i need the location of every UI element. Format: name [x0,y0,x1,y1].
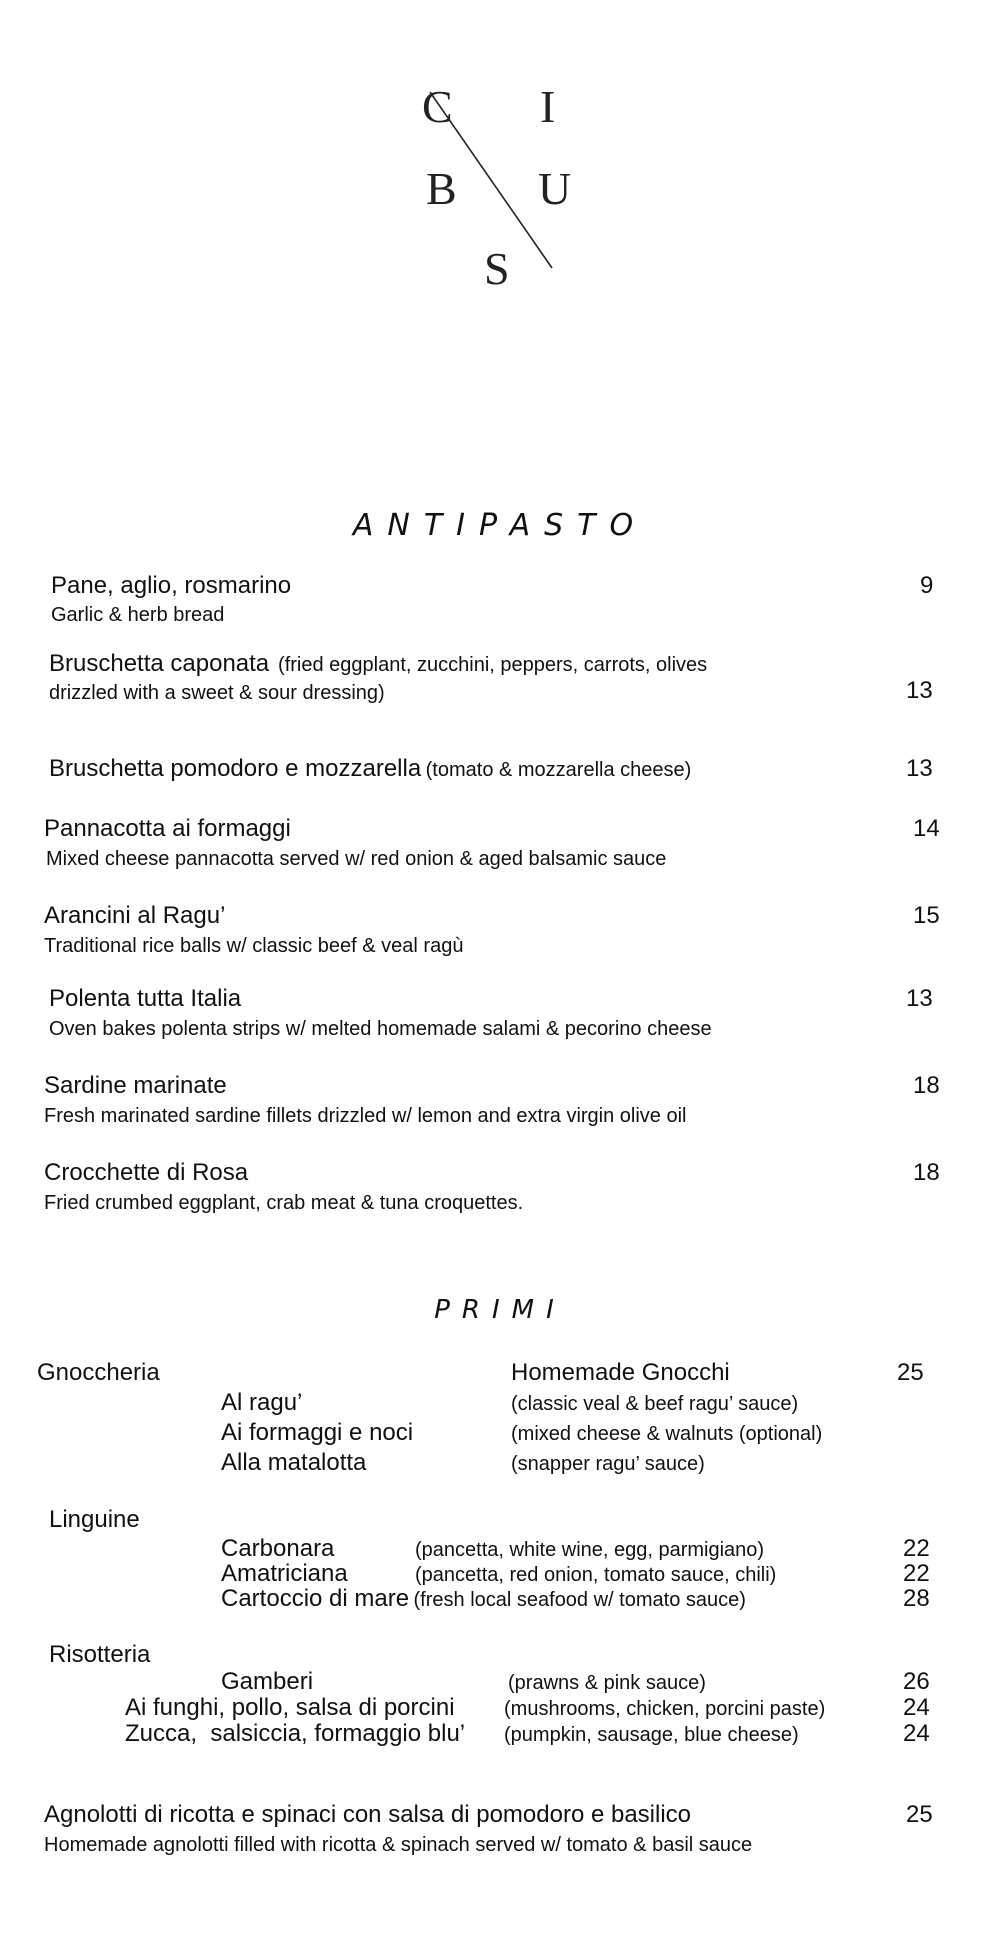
gnocchi-option-name: Alla matalotta [221,1449,367,1476]
antipasto-item-name: Polenta tutta Italia [49,985,242,1012]
logo [400,80,600,300]
antipasto-item-price: 13 [906,677,933,704]
antipasto-item-desc: drizzled with a sweet & sour dressing) [49,682,385,704]
antipasto-item-price: 18 [913,1072,940,1099]
risotteria-option-price: 26 [903,1668,930,1695]
risotteria-option-price: 24 [903,1720,930,1747]
linguine-option-price: 28 [903,1585,930,1612]
logo-letter-u: U [538,163,572,214]
agnolotti-price: 25 [906,1801,933,1828]
risotteria-option-name: Gamberi [221,1668,314,1695]
logo-letter-c: C [422,81,453,132]
gnocchi-option-name: Ai formaggi e noci [221,1419,414,1446]
antipasto-item-line [49,651,707,677]
linguine-option-name: Cartoccio di mare [221,1585,410,1612]
antipasto-item-name: Bruschetta caponata [49,650,270,677]
risotteria-option-desc: (pumpkin, sausage, blue cheese) [504,1724,799,1746]
antipasto-item-note: (fried eggplant, zucchini, peppers, carrots, olives [278,654,708,676]
antipasto-item-price: 18 [913,1159,940,1186]
antipasto-item-name: Crocchette di Rosa [44,1159,249,1186]
linguine-option-name: Amatriciana [221,1560,348,1587]
antipasto-item-desc: Garlic & herb bread [51,604,225,626]
risotteria-option-desc: (mushrooms, chicken, porcini paste) [504,1698,826,1720]
logo-letter-s: S [484,243,510,294]
logo-letter-i: I [540,81,556,132]
agnolotti-name: Agnolotti di ricotta e spinaci con salsa di pomodoro e basilico [44,1801,692,1828]
linguine-option-desc: (pancetta, red onion, tomato sauce, chili) [415,1564,777,1586]
risotteria-option-price: 24 [903,1694,930,1721]
antipasto-item-name: Sardine marinate [44,1072,227,1099]
antipasto-item-desc: Fresh marinated sardine fillets drizzled w/ lemon and extra virgin olive oil [44,1105,687,1127]
antipasto-item-name: Pane, aglio, rosmarino [51,572,292,599]
linguine-option-price: 22 [903,1535,930,1562]
risotteria-option-name: Zucca, salsiccia, formaggio blu’ [125,1720,466,1747]
antipasto-item-desc: Oven bakes polenta strips w/ melted homemade salami & pecorino cheese [49,1018,712,1040]
risotteria-label: Risotteria [49,1641,151,1668]
linguine-option-name: Carbonara [221,1535,335,1562]
antipasto-item-price: 13 [906,985,933,1012]
gnocchi-option-name: Al ragu’ [221,1389,303,1416]
antipasto-item-name: Arancini al Ragu’ [44,902,226,929]
agnolotti-desc: Homemade agnolotti filled with ricotta & spinach served w/ tomato & basil sauce [44,1834,753,1856]
section-title-antipasto: ANTIPASTO [352,508,648,543]
gnoccheria-heading: Homemade Gnocchi [511,1359,730,1386]
antipasto-item-price: 13 [906,755,933,782]
logo-letter-b: B [426,163,457,214]
gnocchi-option-desc: (mixed cheese & walnuts (optional) [511,1423,823,1445]
linguine-option-price: 22 [903,1560,930,1587]
antipasto-item-price: 15 [913,902,940,929]
gnocchi-option-desc: (snapper ragu’ sauce) [511,1453,705,1475]
antipasto-item-name: Bruschetta pomodoro e mozzarella [49,755,422,782]
antipasto-item-line [49,756,691,782]
gnoccheria-label: Gnoccheria [37,1359,160,1386]
antipasto-item-desc: Fried crumbed eggplant, crab meat & tuna croquettes. [44,1192,524,1214]
antipasto-item-price: 9 [920,572,934,599]
linguine-label: Linguine [49,1506,140,1533]
linguine-option-desc: (fresh local seafood w/ tomato sauce) [413,1589,746,1611]
gnoccheria-price: 25 [897,1359,924,1386]
antipasto-item-price: 14 [913,815,940,842]
antipasto-item-name: Pannacotta ai formaggi [44,815,291,842]
risotteria-option-desc: (prawns & pink sauce) [508,1672,706,1694]
antipasto-item-desc: Traditional rice balls w/ classic beef & veal ragù [44,935,464,957]
antipasto-item-note: (tomato & mozzarella cheese) [425,759,692,781]
linguine-option-desc: (pancetta, white wine, egg, parmigiano) [415,1539,765,1561]
linguine-option-line [221,1586,746,1612]
gnocchi-option-desc: (classic veal & beef ragu’ sauce) [511,1393,799,1415]
risotteria-option-name: Ai funghi, pollo, salsa di porcini [125,1694,455,1721]
antipasto-item-desc: Mixed cheese pannacotta served w/ red onion & aged balsamic sauce [46,848,667,870]
section-title-primi: PRIMI [434,1295,566,1325]
